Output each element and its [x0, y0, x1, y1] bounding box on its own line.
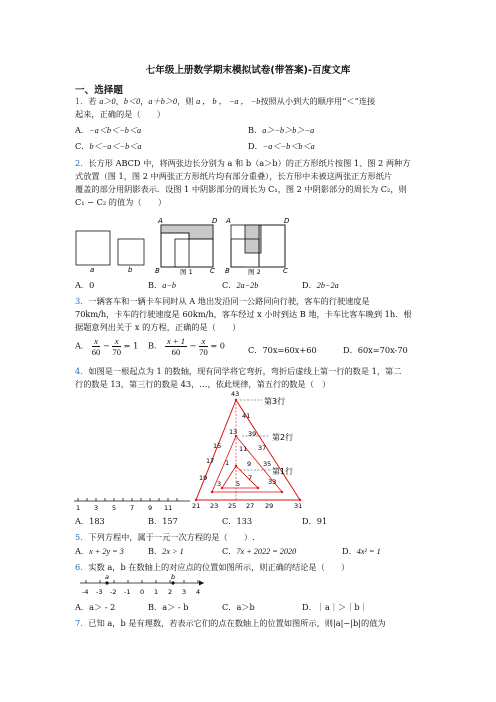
svg-text:3: 3: [217, 480, 222, 488]
q6-option-c: C．a＞b: [222, 602, 255, 612]
q4-line1: 4．如图是一根起点为 1 的数轴，现有同学将它弯折，弯折后虚线上第一行的数是 1，第二: [75, 366, 402, 376]
q5-option-d: D．4x² = 1: [342, 546, 381, 556]
svg-text:图 2: 图 2: [248, 268, 261, 275]
q2-line3: 覆盖的部分用阴影表示．设图 1 中阴影部分的周长为 C₁，图 2 中阴影部分的周长为 C₂，则: [75, 184, 407, 194]
q1-option-d: D．−a＜−b＜b＜a: [248, 141, 315, 151]
q2-option-b: B．a−b: [148, 280, 176, 290]
q2-figure: [75, 213, 305, 275]
svg-text:-2: -2: [110, 588, 117, 596]
svg-text:39: 39: [248, 430, 257, 438]
svg-text:b: b: [171, 573, 176, 581]
figure-2: [225, 217, 290, 275]
svg-text:A: A: [158, 217, 163, 225]
svg-text:25: 25: [228, 502, 237, 510]
figure-1: [155, 217, 218, 275]
svg-text:29: 29: [265, 502, 274, 510]
q4-line2: 行的数是 13，第三行的数是 43，…，依此规律，第五行的数是（ ）: [75, 379, 331, 389]
svg-text:13: 13: [229, 428, 238, 436]
svg-text:5: 5: [236, 480, 241, 488]
q1-option-b: B．a＞−b＞b＞−a: [248, 125, 315, 135]
svg-text:3: 3: [94, 504, 99, 512]
q2-line2: 式放置（图 1，图 2 中两张正方形纸片均有部分重叠），长方形中未被这两张正方形纸片: [75, 171, 393, 181]
q5-line1: 5．下列方程中，属于一元一次方程的是（ ）.: [75, 532, 255, 542]
svg-text:0: 0: [140, 588, 145, 596]
svg-text:15: 15: [213, 442, 222, 450]
svg-text:B: B: [155, 267, 160, 275]
svg-text:9: 9: [148, 504, 153, 512]
svg-text:19: 19: [199, 474, 208, 482]
svg-text:D: D: [212, 217, 218, 225]
q5-option-c: C．7x + 2022 = 2020: [222, 546, 297, 556]
section-heading: 一、选择题: [75, 85, 123, 96]
svg-text:35: 35: [263, 460, 272, 468]
q4-figure: [72, 388, 312, 512]
q3-option-d: D．60x=70x-70: [343, 345, 408, 355]
svg-text:9: 9: [247, 460, 252, 468]
q3-option-c: C．70x=60x+60: [248, 345, 317, 355]
q5-option-a: A．x + 2y = 3: [75, 546, 124, 556]
q4-option-b: B．157: [148, 516, 178, 526]
q3-option-b: B． $\frac{x + 1}{60}$ − $\frac{x}{70}$ = 0: [148, 336, 226, 357]
svg-text:1: 1: [154, 588, 159, 596]
q5-number: 5．: [75, 532, 89, 542]
q6-option-d: D．｜a｜＞｜b｜: [302, 602, 368, 612]
q3-number: 3．: [75, 296, 89, 306]
row3-label: 第3行: [264, 397, 286, 406]
svg-text:-3: -3: [96, 588, 103, 596]
svg-text:33: 33: [268, 478, 277, 486]
q3-option-a: A． $\frac{x}{60}$ − $\frac{x}{70}$ = 1: [75, 336, 139, 357]
svg-text:31: 31: [294, 502, 303, 510]
row1-label: 第1行: [272, 467, 294, 476]
svg-text:23: 23: [210, 502, 219, 510]
svg-text:11: 11: [239, 445, 248, 453]
q2-option-d: D．2b−2a: [302, 280, 339, 290]
svg-text:41: 41: [242, 412, 251, 420]
svg-text:-4: -4: [82, 588, 89, 596]
q1-number: 1．: [75, 96, 89, 106]
svg-text:21: 21: [192, 502, 201, 510]
svg-text:4: 4: [196, 588, 201, 596]
svg-text:7: 7: [248, 474, 253, 482]
svg-text:2: 2: [168, 588, 173, 596]
svg-text:a: a: [105, 573, 109, 581]
q2-option-c: C．2a−2b: [222, 280, 259, 290]
square-b: [118, 239, 144, 265]
q4-number: 4．: [75, 366, 89, 376]
svg-text:1: 1: [76, 504, 81, 512]
q2-number: 2．: [75, 158, 89, 168]
q4-option-d: D．91: [302, 516, 328, 526]
row2-label: 第2行: [272, 433, 294, 442]
svg-text:D: D: [284, 217, 290, 225]
svg-text:5: 5: [112, 504, 117, 512]
svg-text:图 1: 图 1: [180, 268, 193, 275]
svg-text:B: B: [225, 267, 230, 275]
svg-text:11: 11: [164, 504, 173, 512]
label-a: a: [90, 266, 95, 274]
q3-line3: 据题意列出关于 x 的方程，正确的是（ ）: [75, 322, 241, 332]
svg-text:37: 37: [258, 444, 267, 452]
svg-text:C: C: [283, 267, 288, 275]
q1-option-c: C．b＜−a＜−b＜a: [75, 141, 142, 151]
svg-text:1: 1: [225, 459, 230, 467]
svg-text:27: 27: [246, 502, 255, 510]
q2-line1: 2．长方形 ABCD 中，将两张边长分别为 a 和 b（a＞b）的正方形纸片按图 1、图 2 两种方: [75, 158, 411, 168]
q6-line1: 6．实数 a，b 在数轴上的对应点的位置如图所示，则正确的结论是（ ）: [75, 562, 350, 572]
square-a: [76, 231, 110, 265]
q4-option-c: C．133: [222, 516, 253, 526]
q2-option-a: A．0: [75, 280, 95, 290]
q6-number: 6．: [75, 562, 89, 572]
q6-option-a: A．a＞ - 2: [75, 602, 116, 612]
q7-number: 7．: [75, 618, 89, 628]
q1-line2: 起来，正确的是（ ）: [75, 109, 166, 119]
svg-text:3: 3: [182, 588, 187, 596]
page-title: 七年级上册数学期末模拟试卷(带答案)-百度文库: [145, 65, 351, 76]
svg-text:7: 7: [130, 504, 135, 512]
q6-number-line: [78, 573, 208, 599]
q4-option-a: A．183: [75, 516, 105, 526]
svg-text:-1: -1: [124, 588, 131, 596]
q5-option-b: B．2x > 1: [148, 546, 184, 556]
q1-line1: 1．若 a＞0，b＜0，a＋b＞0，则 a ， b ， −a ， −b按照从小到大的顺序用“＜”连接: [75, 96, 376, 106]
q3-line2: 70km/h，卡车的行驶速度是 60km/h，客车经过 x 小时到达 B 地，卡车比客车晚到 1h．根: [75, 309, 412, 319]
svg-text:17: 17: [206, 457, 215, 465]
q6-option-b: B．a＞ - b: [148, 602, 189, 612]
q1-option-a: A．−a＜b＜−b＜a: [75, 125, 142, 135]
svg-text:A: A: [226, 217, 231, 225]
svg-text:43: 43: [231, 390, 240, 398]
q7-line1: 7．已知 a，b 是有理数，若表示它们的点在数轴上的位置如图所示，则|a|−|b|的值为: [75, 618, 386, 628]
label-b: b: [128, 266, 133, 274]
q2-line4: C₁ − C₂ 的值为（ ）: [75, 197, 167, 207]
q3-line1: 3．一辆客车和一辆卡车同时从 A 地出发沿同一公路同向行驶，客车的行驶速度是: [75, 296, 370, 306]
svg-text:C: C: [210, 267, 215, 275]
